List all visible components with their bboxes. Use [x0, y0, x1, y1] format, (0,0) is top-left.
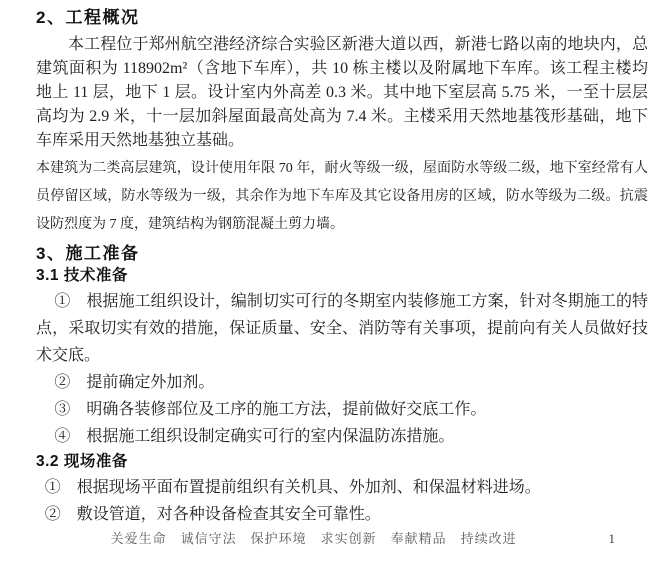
paragraph-building-class: 本建筑为二类高层建筑，设计使用年限 70 年，耐火等级一级，屋面防水等级二级，地下室经常有人员停留区域，防水等级为一级，其余作为地下车库及其它设备用房的区域，防水等级为二级。抗震设防烈度为 7 度，建筑结构为钢筋混凝土剪力墙。 — [36, 161, 648, 232]
footer-slogan: 关爱生命 诚信守法 保护环境 求实创新 奉献精品 持续改进 — [110, 531, 517, 546]
page-number: 1 — [608, 531, 615, 546]
list-item-tech-1: ① 根据施工组织设计，编制切实可行的冬期室内装修施工方案，针对冬期施工的特点，采取切实有效的措施，保证质量、安全、消防等有关事项，提前向有关人员做好技术交底。 — [36, 293, 648, 364]
paragraph-project-overview: 本工程位于郑州航空港经济综合实验区新港大道以西，新港七路以南的地块内，总建筑面积为 118902m²（含地下车库），共 10 栋主楼以及附属地下车库。该工程主楼均地上 11 层，地下 1 层。设计室内外高差 0.3 米。其中地下室层高 5.75 米，一至十层层高均为 2.9 米，十一层加斜屋面最高处高为 7.4 米。主楼采用天然地基筏形基础，地下车库采用天然地基独立基础。 — [36, 36, 648, 149]
heading-technical-preparation: 3.1 技术准备 — [36, 267, 128, 284]
page-footer — [36, 529, 648, 551]
list-item-site-1: ① 根据现场平面布置提前组织有关机具、外加剂、和保温材料进场。 — [44, 479, 541, 496]
list-item-tech-3: ③ 明确各装修部位及工序的施工方法，提前做好交底工作。 — [54, 401, 487, 418]
heading-construction-preparation: 3、施工准备 — [36, 244, 140, 263]
list-item-tech-2: ② 提前确定外加剂。 — [54, 374, 215, 391]
heading-site-preparation: 3.2 现场准备 — [36, 453, 128, 470]
list-item-tech-4: ④ 根据施工组织设制定确实可行的室内保温防冻措施。 — [54, 428, 455, 445]
list-item-site-2: ② 敷设管道，对各种设备检查其安全可靠性。 — [44, 506, 381, 523]
heading-project-overview: 2、工程概况 — [36, 8, 140, 27]
